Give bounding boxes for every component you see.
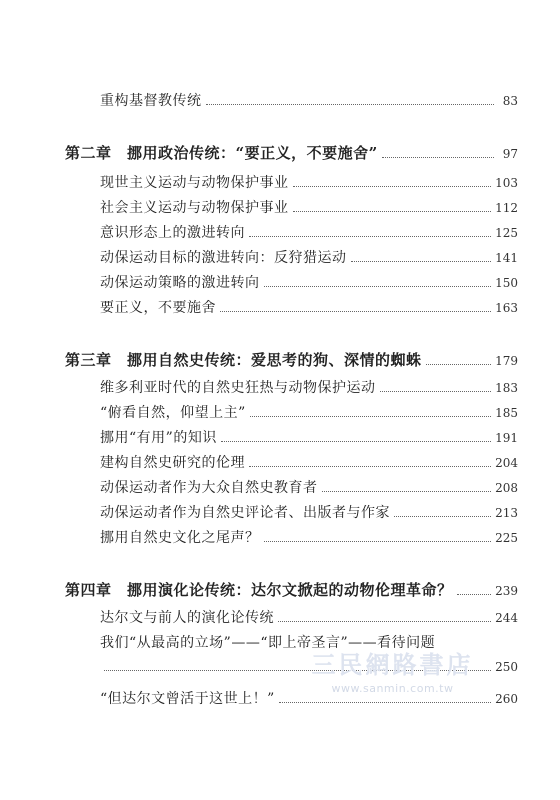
entry-title: 达尔文与前人的演化论传统 <box>100 610 274 626</box>
toc-entry <box>100 452 518 472</box>
dot-leader <box>382 157 494 158</box>
page-number: 185 <box>495 406 518 420</box>
dot-leader <box>351 261 492 262</box>
page-number: 213 <box>495 506 518 520</box>
entry-title: 动保运动者作为大众自然史教育者 <box>100 480 318 496</box>
dot-leader <box>394 516 491 517</box>
entry-title: “但达尔文曾活于这世上！” <box>100 691 275 707</box>
dot-leader <box>457 594 492 595</box>
dot-leader <box>426 364 492 365</box>
page-number: 183 <box>495 381 518 395</box>
page-number: 125 <box>495 226 518 240</box>
dot-leader <box>220 311 491 312</box>
entry-title: 社会主义运动与动物保护事业 <box>100 200 289 216</box>
toc-entry <box>100 377 518 397</box>
page-number: 208 <box>495 481 518 495</box>
page-number: 179 <box>495 354 518 368</box>
page-number: 112 <box>495 201 518 215</box>
page-number: 163 <box>495 301 518 315</box>
toc-entry <box>100 502 518 522</box>
chapter-heading <box>65 142 518 163</box>
entry-title: 重构基督教传统 <box>100 93 202 109</box>
page-number: 260 <box>495 692 518 706</box>
dot-leader <box>322 491 492 492</box>
toc-entry <box>100 477 518 497</box>
toc-entry <box>100 90 518 110</box>
entry-title: 维多利亚时代的自然史狂热与动物保护运动 <box>100 380 376 396</box>
chapter-title: 第二章 挪用政治传统：“要正义，不要施舍” <box>65 144 378 162</box>
dot-leader <box>250 416 491 417</box>
entry-title: 挪用“有用”的知识 <box>100 430 217 446</box>
dot-leader <box>206 104 495 105</box>
entry-title: 动保运动目标的激进转向：反狩猎运动 <box>100 250 347 266</box>
dot-leader <box>249 236 491 237</box>
toc-entry <box>100 402 518 422</box>
toc-entry <box>100 172 518 192</box>
toc-entry-continuation <box>100 660 518 674</box>
page-number: 204 <box>495 456 518 470</box>
page-number: 191 <box>495 431 518 445</box>
toc-entry <box>100 297 518 317</box>
page-number: 141 <box>495 251 518 265</box>
entry-title: 动保运动策略的激进转向 <box>100 275 260 291</box>
dot-leader <box>278 621 491 622</box>
entry-title: 挪用自然史文化之尾声？ <box>100 530 260 546</box>
chapter-heading <box>65 579 518 600</box>
toc-entry <box>100 427 518 447</box>
dot-leader <box>221 441 491 442</box>
dot-leader <box>380 391 492 392</box>
entry-title: 现世主义运动与动物保护事业 <box>100 175 289 191</box>
entry-title: “俯看自然，仰望上主” <box>100 405 246 421</box>
chapter-heading <box>65 349 518 370</box>
dot-leader <box>279 702 491 703</box>
page-number: 150 <box>495 276 518 290</box>
entry-title: 建构自然史研究的伦理 <box>100 455 245 471</box>
dot-leader <box>293 211 492 212</box>
dot-leader <box>249 466 491 467</box>
dot-leader <box>264 286 492 287</box>
entry-title: 动保运动者作为自然史评论者、出版者与作家 <box>100 505 390 521</box>
entry-title: 意识形态上的激进转向 <box>100 225 245 241</box>
page-number: 97 <box>502 147 518 161</box>
watermark-text: 三民網路書店 <box>311 651 474 679</box>
toc-entry <box>100 607 518 627</box>
page-number: 225 <box>495 531 518 545</box>
toc-entry <box>100 247 518 267</box>
chapter-title: 第四章 挪用演化论传统：达尔文掀起的动物伦理革命？ <box>65 581 453 599</box>
dot-leader <box>293 186 492 187</box>
watermark-url: www.sanmin.com.tw <box>331 682 454 695</box>
page-number: 250 <box>495 660 518 674</box>
page-number: 83 <box>502 94 518 108</box>
toc-entry <box>100 527 518 547</box>
dot-leader <box>104 670 491 671</box>
toc-entry <box>100 688 518 708</box>
toc-entry <box>100 197 518 217</box>
toc-entry <box>100 222 518 242</box>
toc-entry-wrapped <box>100 632 518 652</box>
toc-entry <box>100 272 518 292</box>
entry-title: 我们“从最高的立场”——“即上帝圣言”——看待问题 <box>100 635 436 651</box>
page-number: 244 <box>495 611 518 625</box>
dot-leader <box>264 541 492 542</box>
page-number: 103 <box>495 176 518 190</box>
chapter-title: 第三章 挪用自然史传统：爱思考的狗、深情的蜘蛛 <box>65 351 422 369</box>
page-number: 239 <box>495 584 518 598</box>
entry-title: 要正义，不要施舍 <box>100 300 216 316</box>
